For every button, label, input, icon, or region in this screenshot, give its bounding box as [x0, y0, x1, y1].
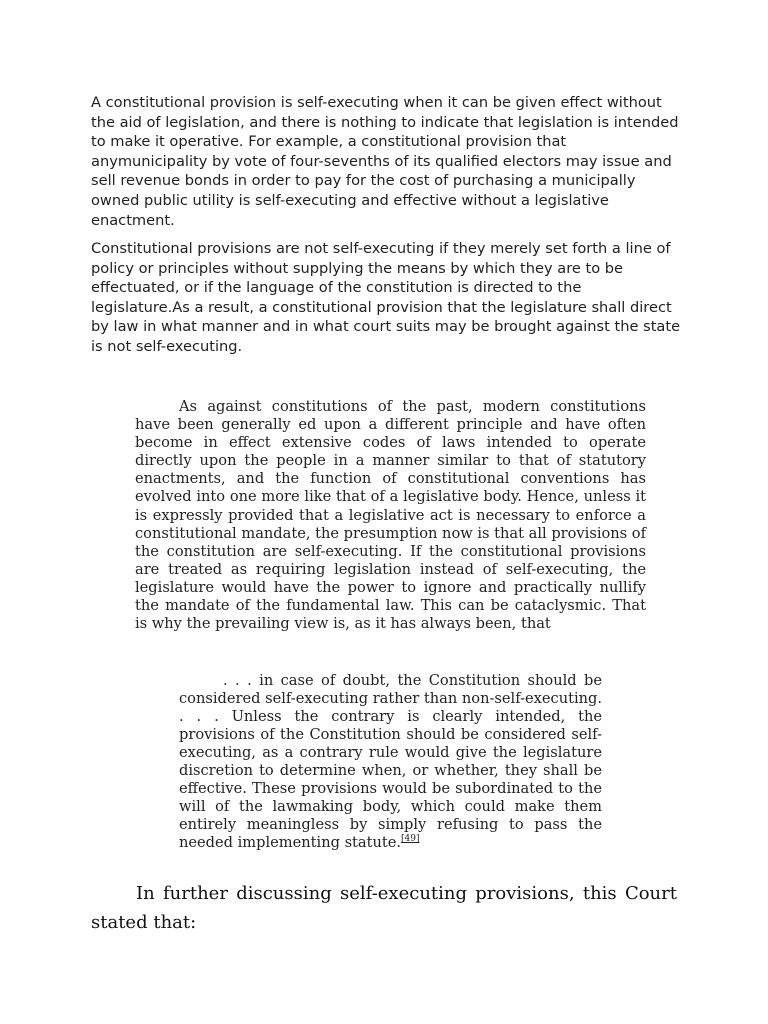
nested-block-quote-case-of-doubt [179, 672, 602, 852]
footnote-reference[interactable]: [49] [401, 834, 420, 845]
paragraph-self-executing-definition: A constitutional provision is self-executing when it can be given effect without the aid of legislation, and there is nothing to indicate that legislation is intended to make it operative. For example, a constitutional provision that anymunicipality by vote of four-sevenths of its qualified electors may issue and sell revenue bonds in order to pay for the cost of purchasing a municipally owned public utility is self-executing and effective without a legislative enactment. [91, 94, 679, 229]
nested-quote-text: . . . in case of doubt, the Constitution should be considered self-executing rather than non-self-executing. . . . Unless the contrary is clearly intended, the provisions of the Constitution should be considered self-executing, as a contrary rule would give the legislature discretion to determine when, or whether, they shall be effective. These provisions would be subordinated to the will of the lawmaking body, which could make them entirely meaningless by simply refusing to pass the needed implementing statute. [179, 672, 602, 851]
paragraph-not-self-executing: Constitutional provisions are not self-executing if they merely set forth a line of policy or principles without supplying the means by which they are to be effectuated, or if the language of the constitution is directed to the legislature.As a result, a constitutional provision that the legislature shall direct by law in what manner and in what court suits may be brought against the state is not self-executing. [91, 240, 681, 355]
paragraph-further-discussing: In further discussing self-executing provisions, this Court stated that: [91, 883, 677, 933]
block-quote-modern-constitutions: As against constitutions of the past, modern constitutions have been generally ed upon a different principle and have often become in effect extensive codes of laws intended to operate directly upon the people in a manner similar to that of statutory enactments, and the function of constitutional conventions has evolved into one more like that of a legislative body. Hence, unless it is expressly provided that a legislative act is necessary to enforce a constitutional mandate, the presumption now is that all provisions of the constitution are self-executing. If the constitutional provisions are treated as requiring legislation instead of self-executing, the legislature would have the power to ignore and practically nullify the mandate of the fundamental law. This can be cataclysmic. That is why the prevailing view is, as it has always been, that [135, 398, 646, 633]
